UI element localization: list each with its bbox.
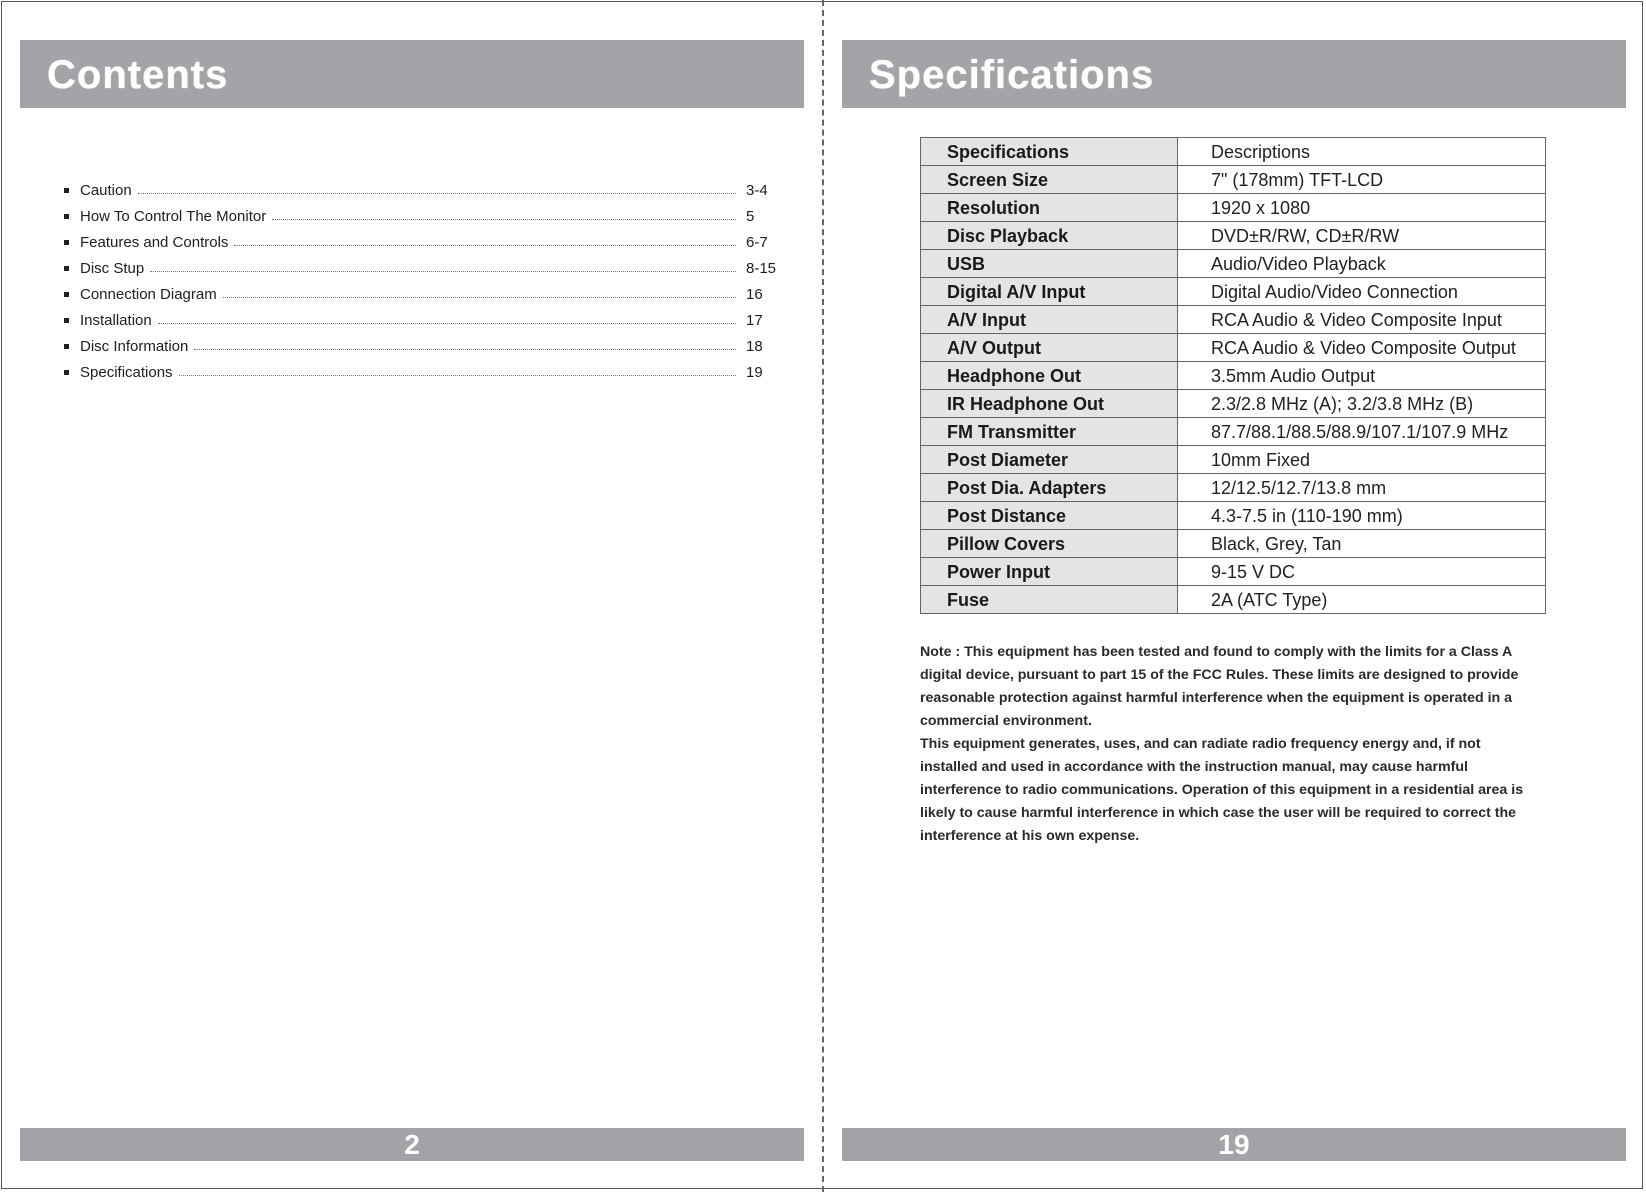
- toc-entry-label: Disc Stup: [80, 259, 145, 277]
- spec-description-cell: Black, Grey, Tan: [1178, 530, 1546, 558]
- spec-description-cell: 12/12.5/12.7/13.8 mm: [1178, 474, 1546, 502]
- table-row: [921, 558, 1546, 586]
- spec-description-cell: RCA Audio & Video Composite Input: [1178, 306, 1546, 334]
- dot-leader: [150, 271, 736, 272]
- spec-name-cell: Power Input: [921, 558, 1178, 586]
- toc-entry: [64, 281, 784, 307]
- page-number: 2: [404, 1129, 420, 1160]
- table-row: [921, 390, 1546, 418]
- bullet-icon: [64, 188, 69, 193]
- toc-entry-page: 19: [746, 363, 763, 381]
- table-of-contents: [64, 177, 784, 385]
- dot-leader: [158, 323, 736, 324]
- column-header-specifications: Specifications: [921, 138, 1178, 166]
- dot-leader: [179, 375, 736, 376]
- spec-name-cell: A/V Output: [921, 334, 1178, 362]
- dot-leader: [272, 219, 736, 220]
- specifications-table: [920, 137, 1546, 614]
- spec-name-cell: IR Headphone Out: [921, 390, 1178, 418]
- table-row: [921, 362, 1546, 390]
- table-row: [921, 474, 1546, 502]
- spec-name-cell: A/V Input: [921, 306, 1178, 334]
- contents-title: Contents: [47, 53, 229, 97]
- spec-description-cell: 2.3/2.8 MHz (A); 3.2/3.8 MHz (B): [1178, 390, 1546, 418]
- spec-name-cell: Pillow Covers: [921, 530, 1178, 558]
- spec-name-cell: Resolution: [921, 194, 1178, 222]
- spec-name-cell: Post Dia. Adapters: [921, 474, 1178, 502]
- bullet-icon: [64, 318, 69, 323]
- contents-page: [20, 0, 804, 1192]
- spec-name-cell: Headphone Out: [921, 362, 1178, 390]
- toc-entry-label: Specifications: [80, 363, 173, 381]
- specifications-header-bar: [842, 40, 1626, 108]
- specifications-footer-bar: [842, 1128, 1626, 1161]
- note-paragraph: This equipment generates, uses, and can radiate radio frequency energy and, if not installed and used in accordance with the instruction manual, may cause harmful interference to radio communications. Operation of this equipment in a residential area is likely to cause harmful interference in which case the user will be required to correct the interference at his own expense.: [920, 736, 1524, 844]
- spec-description-cell: Audio/Video Playback: [1178, 250, 1546, 278]
- spec-description-cell: 9-15 V DC: [1178, 558, 1546, 586]
- spec-description-cell: 10mm Fixed: [1178, 446, 1546, 474]
- spec-name-cell: FM Transmitter: [921, 418, 1178, 446]
- dot-leader: [223, 297, 736, 298]
- toc-entry-page: 18: [746, 337, 763, 355]
- table-row: [921, 502, 1546, 530]
- toc-entry-page: 17: [746, 311, 763, 329]
- toc-entry-label: Disc Information: [80, 337, 189, 355]
- fcc-note: [920, 641, 1540, 848]
- table-row: [921, 222, 1546, 250]
- specifications-title: Specifications: [869, 53, 1155, 97]
- toc-entry: [64, 177, 784, 203]
- dot-leader: [138, 193, 736, 194]
- bullet-icon: [64, 370, 69, 375]
- toc-entry: [64, 307, 784, 333]
- toc-entry: [64, 255, 784, 281]
- table-row: [921, 334, 1546, 362]
- page-number: 19: [1218, 1129, 1250, 1160]
- toc-entry-label: Connection Diagram: [80, 285, 217, 303]
- bullet-icon: [64, 344, 69, 349]
- dot-leader: [194, 349, 736, 350]
- table-row: [921, 166, 1546, 194]
- spec-description-cell: Digital Audio/Video Connection: [1178, 278, 1546, 306]
- spec-name-cell: Digital A/V Input: [921, 278, 1178, 306]
- spec-description-cell: 3.5mm Audio Output: [1178, 362, 1546, 390]
- toc-entry-page: 5: [746, 207, 755, 225]
- table-row: [921, 250, 1546, 278]
- toc-entry-page: 3-4: [746, 181, 768, 199]
- toc-entry-label: Features and Controls: [80, 233, 229, 251]
- toc-entry: [64, 359, 784, 385]
- specifications-page: [842, 0, 1626, 1192]
- spec-description-cell: 7" (178mm) TFT-LCD: [1178, 166, 1546, 194]
- note-paragraph: Note : This equipment has been tested and found to comply with the limits for a Class A digital device, pursuant to part 15 of the FCC Rules. These limits are designed to provide reasonable protection against harmful interference when the equipment is operated in a commercial environment.: [920, 644, 1519, 729]
- spec-name-cell: Fuse: [921, 586, 1178, 614]
- table-row: [921, 306, 1546, 334]
- dot-leader: [234, 245, 736, 246]
- bullet-icon: [64, 240, 69, 245]
- toc-entry: [64, 203, 784, 229]
- spec-description-cell: RCA Audio & Video Composite Output: [1178, 334, 1546, 362]
- toc-entry-page: 16: [746, 285, 763, 303]
- toc-entry-label: How To Control The Monitor: [80, 207, 267, 225]
- spec-description-cell: 2A (ATC Type): [1178, 586, 1546, 614]
- table-row: [921, 194, 1546, 222]
- contents-footer-bar: [20, 1128, 804, 1161]
- column-header-descriptions: Descriptions: [1178, 138, 1546, 166]
- spec-description-cell: 1920 x 1080: [1178, 194, 1546, 222]
- spec-name-cell: Post Distance: [921, 502, 1178, 530]
- table-row: [921, 530, 1546, 558]
- toc-entry: [64, 229, 784, 255]
- spec-name-cell: Screen Size: [921, 166, 1178, 194]
- spec-description-cell: DVD±R/RW, CD±R/RW: [1178, 222, 1546, 250]
- toc-entry-page: 8-15: [746, 259, 777, 277]
- toc-entry: [64, 333, 784, 359]
- spec-name-cell: USB: [921, 250, 1178, 278]
- spec-description-cell: 4.3-7.5 in (110-190 mm): [1178, 502, 1546, 530]
- table-row: [921, 446, 1546, 474]
- spec-name-cell: Post Diameter: [921, 446, 1178, 474]
- table-header-row: [921, 138, 1546, 166]
- toc-entry-label: Caution: [80, 181, 132, 199]
- table-row: [921, 586, 1546, 614]
- bullet-icon: [64, 266, 69, 271]
- table-row: [921, 418, 1546, 446]
- table-row: [921, 278, 1546, 306]
- toc-entry-label: Installation: [80, 311, 152, 329]
- toc-entry-page: 6-7: [746, 233, 768, 251]
- page-divider: [822, 0, 824, 1192]
- bullet-icon: [64, 214, 69, 219]
- spec-name-cell: Disc Playback: [921, 222, 1178, 250]
- bullet-icon: [64, 292, 69, 297]
- spec-description-cell: 87.7/88.1/88.5/88.9/107.1/107.9 MHz: [1178, 418, 1546, 446]
- contents-header-bar: [20, 40, 804, 108]
